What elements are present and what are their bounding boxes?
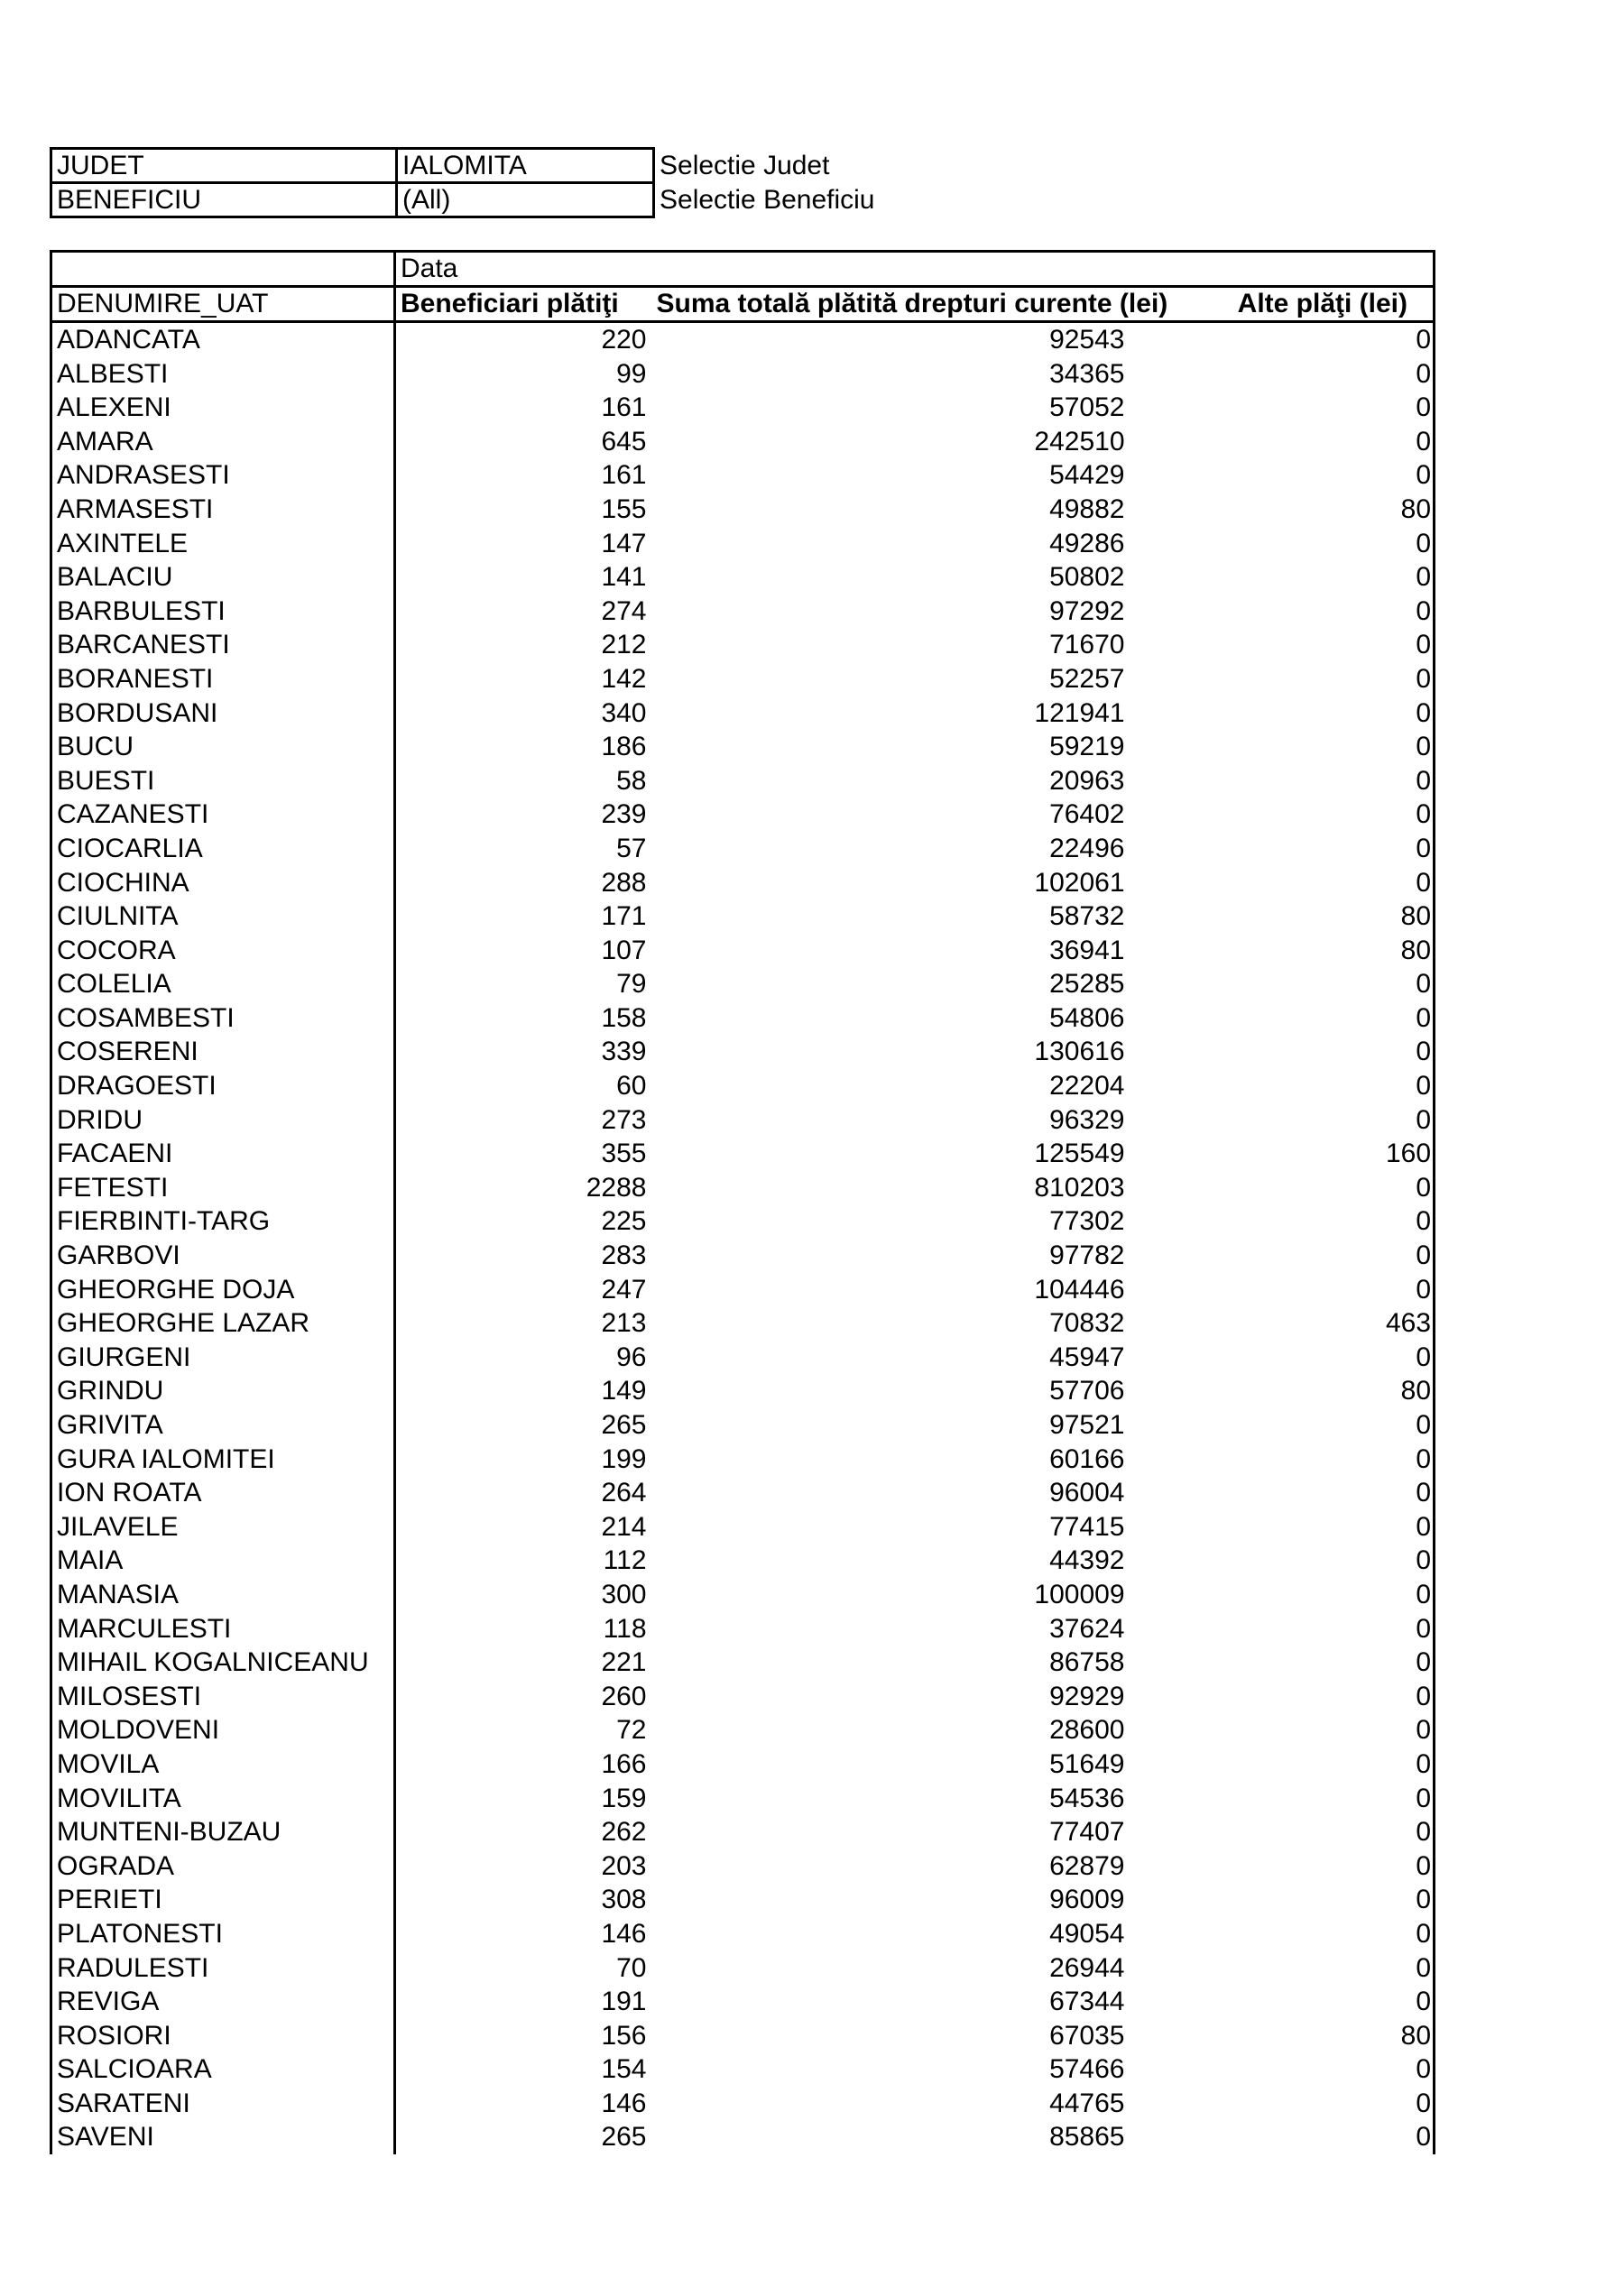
cell-suma-totala: 810203	[1034, 1172, 1125, 1203]
filter-note: Selectie Beneficiu	[654, 183, 931, 217]
table-row	[51, 493, 1435, 527]
cell-alte-plati: 0	[1232, 1782, 1435, 1816]
cell-beneficiari: 340	[601, 697, 647, 728]
cell-uat: MILOSESTI	[51, 1680, 395, 1714]
cell-uat: SAVENI	[51, 2120, 395, 2154]
header-denumire-uat[interactable]: DENUMIRE_UAT	[51, 287, 395, 322]
cell-beneficiari: 112	[603, 1545, 647, 1576]
cell-uat: ION ROATA	[51, 1476, 395, 1510]
table-row	[51, 1646, 1435, 1680]
cell-suma-totala: 242510	[1034, 426, 1125, 456]
table-row	[51, 628, 1435, 662]
cell-suma-totala: 125549	[1034, 1139, 1125, 1169]
cell-suma-totala: 36941	[1049, 935, 1125, 965]
cell-alte-plati: 0	[1232, 628, 1435, 662]
table-row	[51, 1408, 1435, 1443]
cell-suma-totala: 26944	[1049, 1952, 1125, 1983]
table-row	[51, 527, 1435, 561]
table-row	[51, 1544, 1435, 1578]
cell-suma-totala: 34365	[1049, 358, 1125, 389]
table-row	[51, 1001, 1435, 1036]
cell-uat: REVIGA	[51, 1985, 395, 2019]
cell-suma-totala: 62879	[1049, 1850, 1125, 1881]
cell-beneficiari: 107	[601, 935, 647, 965]
cell-beneficiari: 142	[601, 663, 647, 694]
cell-alte-plati: 80	[1232, 934, 1435, 968]
cell-uat: DRIDU	[51, 1103, 395, 1138]
cell-beneficiari: 225	[601, 1206, 647, 1237]
cell-alte-plati: 0	[1232, 798, 1435, 832]
cell-suma-totala: 71670	[1049, 630, 1125, 660]
header-alte-plati: Alte plăţi (lei)	[1232, 287, 1435, 322]
cell-uat: SALCIOARA	[51, 2052, 395, 2087]
table-row	[51, 764, 1435, 798]
cell-alte-plati: 0	[1232, 458, 1435, 493]
cell-suma-totala: 22204	[1049, 1071, 1125, 1102]
cell-uat: MOVILITA	[51, 1782, 395, 1816]
table-row	[51, 1476, 1435, 1510]
cell-suma-totala: 45947	[1049, 1342, 1125, 1372]
cell-beneficiari: 156	[601, 2020, 647, 2051]
filter-table	[50, 147, 930, 218]
cell-beneficiari: 158	[601, 1002, 647, 1033]
cell-uat: MARCULESTI	[51, 1612, 395, 1646]
cell-beneficiari: 186	[601, 732, 647, 762]
cell-beneficiari: 214	[601, 1511, 647, 1542]
cell-suma-totala: 96004	[1049, 1478, 1125, 1508]
cell-uat: ALEXENI	[51, 391, 395, 425]
cell-alte-plati: 0	[1232, 1443, 1435, 1477]
cell-beneficiari: 146	[601, 1918, 647, 1949]
cell-alte-plati: 0	[1232, 425, 1435, 459]
table-row	[51, 357, 1435, 392]
cell-alte-plati: 0	[1232, 1917, 1435, 1951]
cell-suma-totala: 22496	[1049, 833, 1125, 863]
cell-alte-plati: 0	[1232, 1849, 1435, 1884]
cell-beneficiari: 273	[601, 1104, 647, 1135]
cell-suma-totala: 85865	[1049, 2122, 1125, 2153]
cell-uat: BUESTI	[51, 764, 395, 798]
cell-beneficiari: 166	[601, 1748, 647, 1779]
cell-alte-plati: 0	[1232, 967, 1435, 1001]
cell-uat: CIULNITA	[51, 899, 395, 934]
table-row	[51, 1069, 1435, 1103]
cell-alte-plati: 0	[1232, 696, 1435, 731]
cell-suma-totala: 50802	[1049, 562, 1125, 593]
table-row	[51, 934, 1435, 968]
cell-uat: BORDUSANI	[51, 696, 395, 731]
cell-alte-plati: 463	[1232, 1306, 1435, 1341]
pivot-corner-cell	[51, 252, 395, 287]
cell-alte-plati: 0	[1232, 527, 1435, 561]
cell-suma-totala: 20963	[1049, 765, 1125, 796]
cell-beneficiari: 262	[601, 1817, 647, 1848]
filter-field-label: BENEFICIU	[51, 183, 397, 217]
cell-beneficiari: 239	[601, 799, 647, 830]
table-row	[51, 696, 1435, 731]
cell-alte-plati: 0	[1232, 1747, 1435, 1782]
cell-beneficiari: 161	[601, 460, 647, 491]
cell-suma-totala: 96009	[1049, 1885, 1125, 1915]
table-row	[51, 1035, 1435, 1069]
cell-suma-totala: 77407	[1049, 1817, 1125, 1848]
table-row	[51, 832, 1435, 866]
cell-uat: COLELIA	[51, 967, 395, 1001]
cell-suma-totala: 104446	[1034, 1274, 1125, 1305]
cell-uat: BARBULESTI	[51, 595, 395, 629]
cell-suma-totala: 97521	[1049, 1410, 1125, 1440]
cell-alte-plati: 80	[1232, 1374, 1435, 1408]
cell-suma-totala: 57706	[1049, 1376, 1125, 1406]
cell-suma-totala: 97782	[1049, 1240, 1125, 1271]
filter-note: Selectie Judet	[654, 149, 931, 183]
cell-uat: ROSIORI	[51, 2019, 395, 2053]
cell-alte-plati: 0	[1232, 1476, 1435, 1510]
table-row	[51, 899, 1435, 934]
cell-suma-totala: 92543	[1049, 325, 1125, 355]
cell-suma-totala: 102061	[1034, 867, 1125, 898]
table-row	[51, 2019, 1435, 2053]
cell-beneficiari: 147	[601, 528, 647, 558]
cell-suma-totala: 60166	[1049, 1443, 1125, 1474]
cell-alte-plati: 0	[1232, 1510, 1435, 1544]
cell-suma-totala: 67344	[1049, 1987, 1125, 2017]
table-row	[51, 866, 1435, 900]
cell-suma-totala: 130616	[1034, 1037, 1125, 1067]
cell-uat: BUCU	[51, 730, 395, 764]
cell-uat: FETESTI	[51, 1171, 395, 1205]
cell-alte-plati: 0	[1232, 357, 1435, 392]
table-row	[51, 1612, 1435, 1646]
table-row	[51, 1578, 1435, 1612]
table-row	[51, 2087, 1435, 2121]
cell-beneficiari: 161	[601, 392, 647, 423]
cell-suma-totala: 70832	[1049, 1308, 1125, 1339]
filter-field-label: JUDET	[51, 149, 397, 183]
cell-alte-plati: 160	[1232, 1137, 1435, 1171]
cell-beneficiari: 57	[616, 833, 647, 863]
cell-uat: RADULESTI	[51, 1951, 395, 1986]
cell-alte-plati: 0	[1232, 391, 1435, 425]
table-row	[51, 2052, 1435, 2087]
cell-suma-totala: 96329	[1049, 1104, 1125, 1135]
table-row	[51, 730, 1435, 764]
cell-alte-plati: 0	[1232, 1035, 1435, 1069]
cell-uat: PLATONESTI	[51, 1917, 395, 1951]
cell-alte-plati: 0	[1232, 1951, 1435, 1986]
cell-uat: MIHAIL KOGALNICEANU	[51, 1646, 395, 1680]
cell-alte-plati: 0	[1232, 322, 1435, 357]
header-beneficiari: Beneficiari plătiţi	[395, 287, 650, 322]
cell-uat: ARMASESTI	[51, 493, 395, 527]
cell-uat: JILAVELE	[51, 1510, 395, 1544]
cell-alte-plati: 0	[1232, 1103, 1435, 1138]
table-row	[51, 1374, 1435, 1408]
cell-alte-plati: 0	[1232, 730, 1435, 764]
table-row	[51, 1171, 1435, 1205]
cell-uat: GARBOVI	[51, 1239, 395, 1273]
cell-suma-totala: 37624	[1049, 1613, 1125, 1644]
cell-beneficiari: 159	[601, 1783, 647, 1813]
cell-beneficiari: 58	[616, 765, 647, 796]
cell-suma-totala: 77302	[1049, 1206, 1125, 1237]
cell-beneficiari: 308	[601, 1885, 647, 1915]
cell-suma-totala: 49286	[1049, 528, 1125, 558]
cell-uat: ADANCATA	[51, 322, 395, 357]
table-row	[51, 595, 1435, 629]
cell-alte-plati: 0	[1232, 866, 1435, 900]
cell-alte-plati: 80	[1232, 899, 1435, 934]
table-row	[51, 1849, 1435, 1884]
cell-alte-plati: 0	[1232, 2052, 1435, 2087]
cell-beneficiari: 72	[616, 1715, 647, 1746]
cell-uat: MANASIA	[51, 1578, 395, 1612]
cell-suma-totala: 54536	[1049, 1783, 1125, 1813]
table-row	[51, 798, 1435, 832]
cell-alte-plati: 0	[1232, 1713, 1435, 1747]
cell-beneficiari: 283	[601, 1240, 647, 1271]
cell-beneficiari: 96	[616, 1342, 647, 1372]
cell-alte-plati: 80	[1232, 493, 1435, 527]
table-row	[51, 560, 1435, 595]
table-row	[51, 1443, 1435, 1477]
cell-beneficiari: 146	[601, 2088, 647, 2118]
cell-beneficiari: 155	[601, 493, 647, 524]
cell-uat: COSAMBESTI	[51, 1001, 395, 1036]
cell-alte-plati: 0	[1232, 560, 1435, 595]
table-row	[51, 1341, 1435, 1375]
cell-uat: BORANESTI	[51, 662, 395, 696]
pivot-data-label: Data	[395, 252, 1435, 287]
table-row	[51, 2120, 1435, 2154]
cell-alte-plati: 0	[1232, 1612, 1435, 1646]
cell-suma-totala: 54429	[1049, 460, 1125, 491]
header-suma-totala: Suma totală plătită drepturi curente (lei)	[650, 287, 1232, 322]
cell-alte-plati: 0	[1232, 1883, 1435, 1917]
cell-suma-totala: 77415	[1049, 1511, 1125, 1542]
cell-beneficiari: 339	[601, 1037, 647, 1067]
cell-beneficiari: 149	[601, 1376, 647, 1406]
pivot-body	[51, 322, 1435, 2155]
cell-uat: DRAGOESTI	[51, 1069, 395, 1103]
cell-suma-totala: 49054	[1049, 1918, 1125, 1949]
cell-suma-totala: 44392	[1049, 1545, 1125, 1576]
cell-alte-plati: 0	[1232, 1985, 1435, 2019]
cell-uat: AMARA	[51, 425, 395, 459]
cell-beneficiari: 645	[601, 426, 647, 456]
table-row	[51, 1883, 1435, 1917]
table-row	[51, 322, 1435, 357]
cell-beneficiari: 213	[601, 1308, 647, 1339]
cell-uat: GRIVITA	[51, 1408, 395, 1443]
cell-suma-totala: 76402	[1049, 799, 1125, 830]
cell-alte-plati: 0	[1232, 662, 1435, 696]
cell-uat: BALACIU	[51, 560, 395, 595]
table-row	[51, 1306, 1435, 1341]
table-row	[51, 1917, 1435, 1951]
table-row	[51, 1985, 1435, 2019]
cell-suma-totala: 44765	[1049, 2088, 1125, 2118]
cell-beneficiari: 79	[616, 969, 647, 1000]
cell-suma-totala: 97292	[1049, 595, 1125, 626]
cell-alte-plati: 0	[1232, 1646, 1435, 1680]
cell-beneficiari: 260	[601, 1681, 647, 1711]
cell-beneficiari: 141	[601, 562, 647, 593]
cell-alte-plati: 0	[1232, 2120, 1435, 2154]
cell-uat: CIOCARLIA	[51, 832, 395, 866]
filter-value-judet[interactable]: IALOMITA	[397, 149, 654, 183]
cell-beneficiari: 355	[601, 1139, 647, 1169]
cell-beneficiari: 2288	[586, 1172, 647, 1203]
cell-beneficiari: 118	[603, 1613, 647, 1644]
cell-beneficiari: 203	[601, 1850, 647, 1881]
cell-suma-totala: 51649	[1049, 1748, 1125, 1779]
table-row	[51, 662, 1435, 696]
cell-uat: SARATENI	[51, 2087, 395, 2121]
cell-beneficiari: 265	[601, 2122, 647, 2153]
cell-uat: BARCANESTI	[51, 628, 395, 662]
cell-suma-totala: 52257	[1049, 663, 1125, 694]
cell-alte-plati: 0	[1232, 1408, 1435, 1443]
cell-uat: GURA IALOMITEI	[51, 1443, 395, 1477]
cell-beneficiari: 191	[601, 1987, 647, 2017]
table-row	[51, 1239, 1435, 1273]
table-row	[51, 1680, 1435, 1714]
cell-uat: AXINTELE	[51, 527, 395, 561]
cell-uat: GRINDU	[51, 1374, 395, 1408]
cell-alte-plati: 0	[1232, 1069, 1435, 1103]
cell-uat: ALBESTI	[51, 357, 395, 392]
cell-alte-plati: 0	[1232, 595, 1435, 629]
table-row	[51, 1782, 1435, 1816]
table-row	[51, 1204, 1435, 1239]
cell-uat: OGRADA	[51, 1849, 395, 1884]
table-row	[51, 458, 1435, 493]
pivot-data-row	[51, 252, 1435, 287]
cell-alte-plati: 0	[1232, 1578, 1435, 1612]
cell-beneficiari: 99	[616, 358, 647, 389]
cell-beneficiari: 60	[616, 1071, 647, 1102]
table-row	[51, 425, 1435, 459]
table-row	[51, 1815, 1435, 1849]
table-row	[51, 1713, 1435, 1747]
cell-alte-plati: 0	[1232, 1001, 1435, 1036]
cell-beneficiari: 221	[601, 1647, 647, 1678]
cell-suma-totala: 25285	[1049, 969, 1125, 1000]
cell-suma-totala: 58732	[1049, 901, 1125, 932]
table-row	[51, 1510, 1435, 1544]
cell-beneficiari: 199	[601, 1443, 647, 1474]
filter-row-beneficiu	[51, 183, 931, 217]
cell-beneficiari: 288	[601, 867, 647, 898]
cell-alte-plati: 0	[1232, 1341, 1435, 1375]
cell-uat: CIOCHINA	[51, 866, 395, 900]
cell-beneficiari: 274	[601, 595, 647, 626]
table-row	[51, 1137, 1435, 1171]
cell-uat: COCORA	[51, 934, 395, 968]
cell-uat: ANDRASESTI	[51, 458, 395, 493]
cell-alte-plati: 0	[1232, 1204, 1435, 1239]
cell-suma-totala: 86758	[1049, 1647, 1125, 1678]
cell-uat: FACAENI	[51, 1137, 395, 1171]
pivot-table	[50, 250, 1435, 2154]
cell-suma-totala: 59219	[1049, 732, 1125, 762]
cell-alte-plati: 0	[1232, 1815, 1435, 1849]
cell-suma-totala: 67035	[1049, 2020, 1125, 2051]
cell-beneficiari: 212	[601, 630, 647, 660]
cell-alte-plati: 0	[1232, 1239, 1435, 1273]
cell-uat: CAZANESTI	[51, 798, 395, 832]
table-row	[51, 1273, 1435, 1307]
pivot-header-row	[51, 287, 1435, 322]
cell-uat: GHEORGHE LAZAR	[51, 1306, 395, 1341]
filter-row-judet	[51, 149, 931, 183]
cell-alte-plati: 80	[1232, 2019, 1435, 2053]
cell-uat: GIURGENI	[51, 1341, 395, 1375]
table-row	[51, 1103, 1435, 1138]
cell-suma-totala: 28600	[1049, 1715, 1125, 1746]
table-row	[51, 1747, 1435, 1782]
cell-beneficiari: 171	[601, 901, 647, 932]
cell-suma-totala: 49882	[1049, 493, 1125, 524]
cell-uat: FIERBINTI-TARG	[51, 1204, 395, 1239]
cell-uat: MAIA	[51, 1544, 395, 1578]
cell-alte-plati: 0	[1232, 1273, 1435, 1307]
cell-suma-totala: 121941	[1034, 697, 1125, 728]
cell-beneficiari: 300	[601, 1579, 647, 1609]
cell-beneficiari: 264	[601, 1478, 647, 1508]
cell-alte-plati: 0	[1232, 1171, 1435, 1205]
cell-suma-totala: 100009	[1034, 1579, 1125, 1609]
cell-beneficiari: 220	[601, 325, 647, 355]
cell-suma-totala: 92929	[1049, 1681, 1125, 1711]
cell-suma-totala: 54806	[1049, 1002, 1125, 1033]
table-row	[51, 391, 1435, 425]
cell-alte-plati: 0	[1232, 2087, 1435, 2121]
cell-uat: MOLDOVENI	[51, 1713, 395, 1747]
cell-uat: MOVILA	[51, 1747, 395, 1782]
cell-suma-totala: 57466	[1049, 2054, 1125, 2085]
filter-value-beneficiu[interactable]: (All)	[397, 183, 654, 217]
cell-beneficiari: 247	[601, 1274, 647, 1305]
cell-suma-totala: 57052	[1049, 392, 1125, 423]
cell-beneficiari: 154	[601, 2054, 647, 2085]
cell-uat: GHEORGHE DOJA	[51, 1273, 395, 1307]
cell-uat: MUNTENI-BUZAU	[51, 1815, 395, 1849]
cell-beneficiari: 265	[601, 1410, 647, 1440]
table-row	[51, 1951, 1435, 1986]
cell-alte-plati: 0	[1232, 764, 1435, 798]
cell-uat: PERIETI	[51, 1883, 395, 1917]
cell-alte-plati: 0	[1232, 832, 1435, 866]
cell-uat: COSERENI	[51, 1035, 395, 1069]
table-row	[51, 967, 1435, 1001]
cell-beneficiari: 70	[616, 1952, 647, 1983]
cell-alte-plati: 0	[1232, 1544, 1435, 1578]
cell-alte-plati: 0	[1232, 1680, 1435, 1714]
